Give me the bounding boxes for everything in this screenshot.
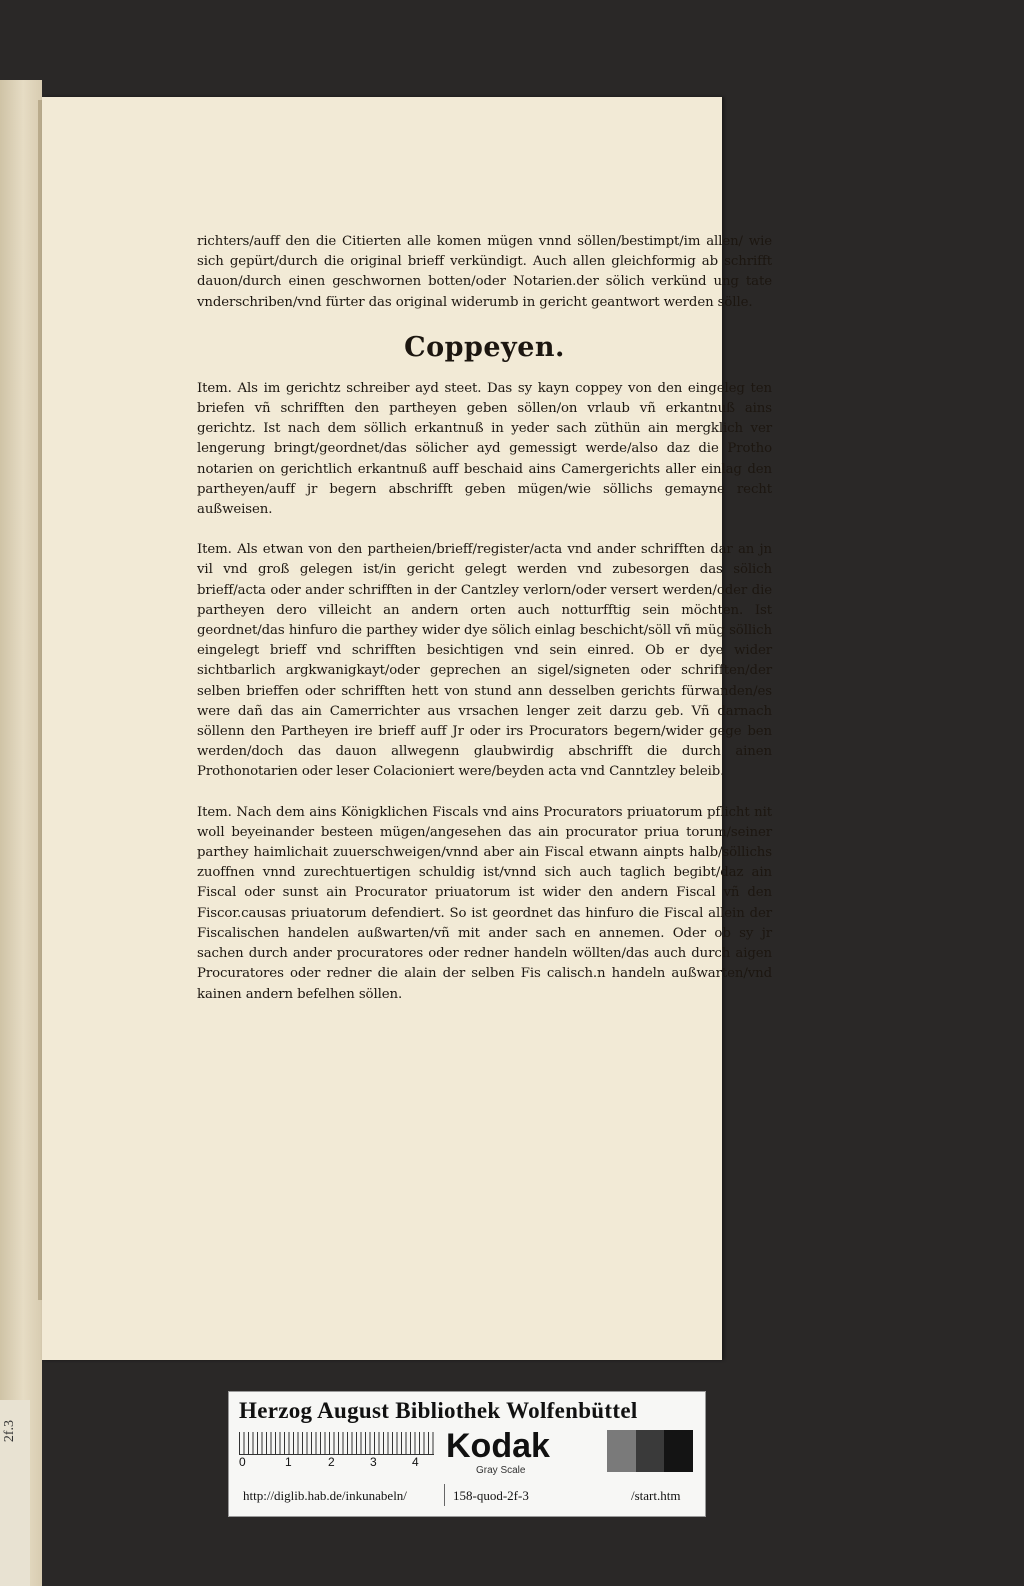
paragraph: Item. Als im gerichtz schreiber ayd steet. Das sy kayn coppey von den eingeleg ten briefen vñ schrifften den partheyen geben söllen/on vrlaub vñ erkantnuß ains gerichtz. Ist nach dem söllich erkantnuß in yeder sach züthün ain mergklich ver lengerung bringt/geordnet/das sölicher ayd gemessigt werde/also daz die Protho notarien on gerichtlich erkantnuß auff beschaid ains Camergerichts aller einlag den partheyen/auff jr begern abschrifft geben mügen/wie söllichs gemayne recht außweisen.: [197, 380, 772, 518]
gray-swatch: [607, 1430, 636, 1472]
shelfmark: 158-quod-2f-3: [453, 1488, 529, 1503]
gray-swatches: [607, 1430, 693, 1472]
ruler-number: 4: [412, 1455, 419, 1469]
adjacent-page-edge: [0, 80, 42, 1586]
ruler-number: 0: [239, 1455, 246, 1469]
page-text: [197, 232, 772, 1005]
book-page: [42, 97, 772, 1360]
url-prefix: http://diglib.hab.de/inkunabeln/: [243, 1488, 407, 1503]
kodak-logo: Kodak: [446, 1427, 550, 1465]
gray-swatch: [636, 1430, 665, 1472]
paragraph: Item. Als etwan von den partheien/brieff/register/acta vnd ander schrifften dar an jn vil vnd groß gelegen ist/in gericht gelegt werden vnd zubesorgen das sölich brieff/acta oder ander schrifften in der Cantzley verlorn/oder versert werden/oder die partheyen dero villeicht an andern orten auch notturfftig sein möchten. Ist geordnet/das hinfuro die parthey wider dye sölich einlag beschicht/söll vñ müg söllich eingelegt brieff vnd schrifften besichtigen vnd sein einred. Ob er dye wider sichtbarlich argkwanigkayt/oder geprechen an sigel/signeten oder schrifften/der selben brieffen oder schrifften hett von stund ann desselben gerichts fürwanden/es were dañ das ain Camerrichter aus vrsachen lenger zeit darzu geb. Vñ darnach söllenn den Partheyen ire brieff auff Jr oder irs Procurators begern/wider gege ben werden/doch das dauon allwegenn glaubwirdig abschrifft die durch ainen Prothonotarien oder leser Colacioniert were/beyden acta vnd Canntzley beleib.: [197, 542, 772, 780]
footer-divider: [444, 1484, 445, 1506]
paragraph-continued: richters/auff den die Citierten alle komen mügen vnnd söllen/bestimpt/im allen/ wie sich gepürt/durch die original brieff verkündigt. Auch allen gleichformig ab schrifft dauon/durch einen geschwornen botten/oder Notarien.der sölich verkünd ung tate vnderschriben/vnd fürter das original widerumb in gericht geantwort werden sölle.: [197, 234, 772, 310]
ruler-number: 2: [328, 1455, 335, 1469]
gray-swatch: [664, 1430, 693, 1472]
kodak-scale-card: [228, 1391, 706, 1517]
ruler-number: 3: [370, 1455, 377, 1469]
url-suffix: /start.htm: [631, 1488, 681, 1503]
spine-tab: [0, 1400, 30, 1586]
library-title: Herzog August Bibliothek Wolfenbüttel: [239, 1398, 638, 1423]
section-heading: Coppeyen.: [404, 331, 565, 363]
ruler-number: 1: [285, 1455, 292, 1469]
gray-scale-label: Gray Scale: [476, 1465, 526, 1476]
ruler-scale: [239, 1432, 434, 1455]
spine-label: 2f.3: [2, 1420, 17, 1443]
paragraph: Item. Nach dem ains Königklichen Fiscals vnd ains Procurators priuatorum pflicht nit woll beyeinander besteen mügen/angesehen das ain procurator priua torum/seiner parthey haimlichait zuuerschweigen/vnnd aber ain Fiscal etwann ainpts halb/söllichs zuoffnen vnnd zurechtuertigen schuldig ist/vnnd sich auch taglich begibt/daz ain Fiscal oder sunst ain Procurator priuatorum ist wider den andern Fiscal vñ den Fiscor.causas priuatorum defendiert. So ist geordnet das hinfuro die Fiscal allein der Fiscalischen handelen außwarten/vñ mit ander sach en annemen. Oder ob sy jr sachen durch ander procuratores oder redner handeln wöllten/das auch durch aigen Procuratores oder redner die alain der selben Fis calisch.n handeln außwarten/vnd kainen andern befelhen söllen.: [197, 804, 772, 1002]
ruler-numbers: [239, 1455, 434, 1469]
card-footer: [239, 1484, 695, 1508]
